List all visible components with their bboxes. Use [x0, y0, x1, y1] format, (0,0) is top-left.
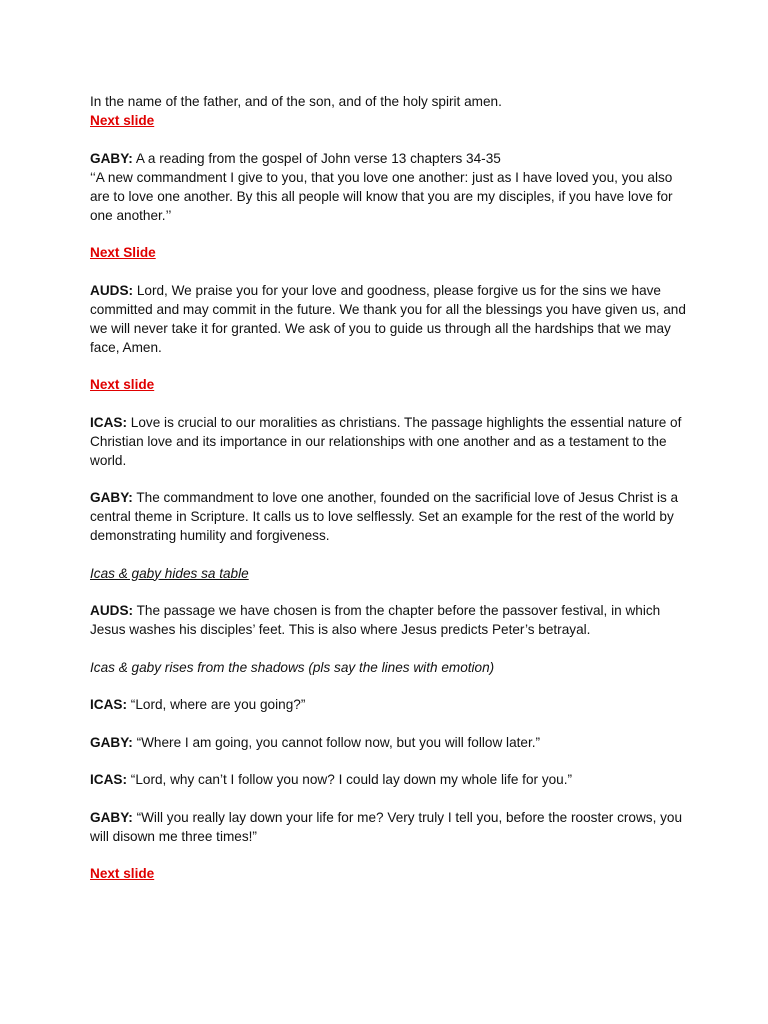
stage-direction-2: Icas & gaby rises from the shadows (pls say the lines with emotion) — [90, 659, 495, 675]
dialogue-line — [90, 695, 690, 714]
next-slide-cue-3: Next slide — [90, 377, 155, 392]
dialogue-text: “Lord, why can’t I follow you now? I could lay down my whole life for you.” — [127, 772, 573, 787]
speaker-label: AUDS: — [90, 603, 134, 618]
speaker-label: ICAS: — [90, 414, 128, 430]
dialogue-line — [90, 770, 690, 789]
dialogue-line — [90, 808, 690, 846]
prayer-paragraph — [90, 281, 690, 357]
prayer-text: Lord, We praise you for your love and goodness, please forgive us for the sins we have committed and may commit in the future. We thank you for all the blessings you have given us, and we will never take it for granted. We ask of you to guide us through all the hardships that we may face, Amen. — [90, 282, 686, 355]
script-document — [90, 92, 690, 883]
speaker-label: GABY: — [90, 150, 133, 166]
reading-intro: A a reading from the gospel of John verse 13 chapters 34-35 — [132, 150, 501, 166]
reading-paragraph — [90, 149, 690, 168]
dialogue-text: “Where I am going, you cannot follow now, but you will follow later.” — [132, 734, 541, 750]
dialogue-line — [90, 733, 690, 752]
speaker-label: ICAS: — [90, 772, 128, 787]
context-paragraph — [90, 601, 690, 639]
stage-direction-1: Icas & gaby hides sa table — [90, 565, 249, 581]
speaker-label: ICAS: — [90, 697, 128, 712]
speaker-label: GABY: — [90, 734, 133, 750]
next-slide-cue-1: Next slide — [90, 113, 155, 128]
opening-line: In the name of the father, and of the son, and of the holy spirit amen. — [90, 94, 502, 109]
reflection-paragraph-2 — [90, 488, 690, 545]
gospel-quote: ‘‘A new commandment I give to you, that you love one another: just as I have loved you, you also are to love one another. By this all people will know that you are my disciples, if you have love for one another.’’ — [90, 169, 673, 223]
speaker-label: AUDS: — [90, 282, 134, 298]
speaker-label: GABY: — [90, 809, 133, 825]
speaker-label: GABY: — [90, 490, 133, 505]
dialogue-text: “Will you really lay down your life for me? Very truly I tell you, before the rooster crows, you will disown me three times!” — [90, 809, 683, 844]
reflection-text-1: Love is crucial to our moralities as christians. The passage highlights the essential nature of Christian love and its importance in our relationships with one another and as a testament to the world. — [90, 414, 682, 468]
next-slide-cue-2: Next Slide — [90, 245, 156, 260]
reflection-paragraph-1 — [90, 413, 690, 470]
next-slide-cue-4: Next slide — [90, 866, 155, 881]
context-text: The passage we have chosen is from the chapter before the passover festival, in which Jesus washes his disciples’ feet. This is also where Jesus predicts Peter’s betrayal. — [90, 603, 661, 637]
dialogue-text: “Lord, where are you going?” — [127, 697, 306, 712]
reflection-text-2: The commandment to love one another, founded on the sacrificial love of Jesus Christ is a central theme in Scripture. It calls us to love selflessly. Set an example for the rest of the world by demonstrating humility and forgiveness. — [90, 490, 679, 543]
